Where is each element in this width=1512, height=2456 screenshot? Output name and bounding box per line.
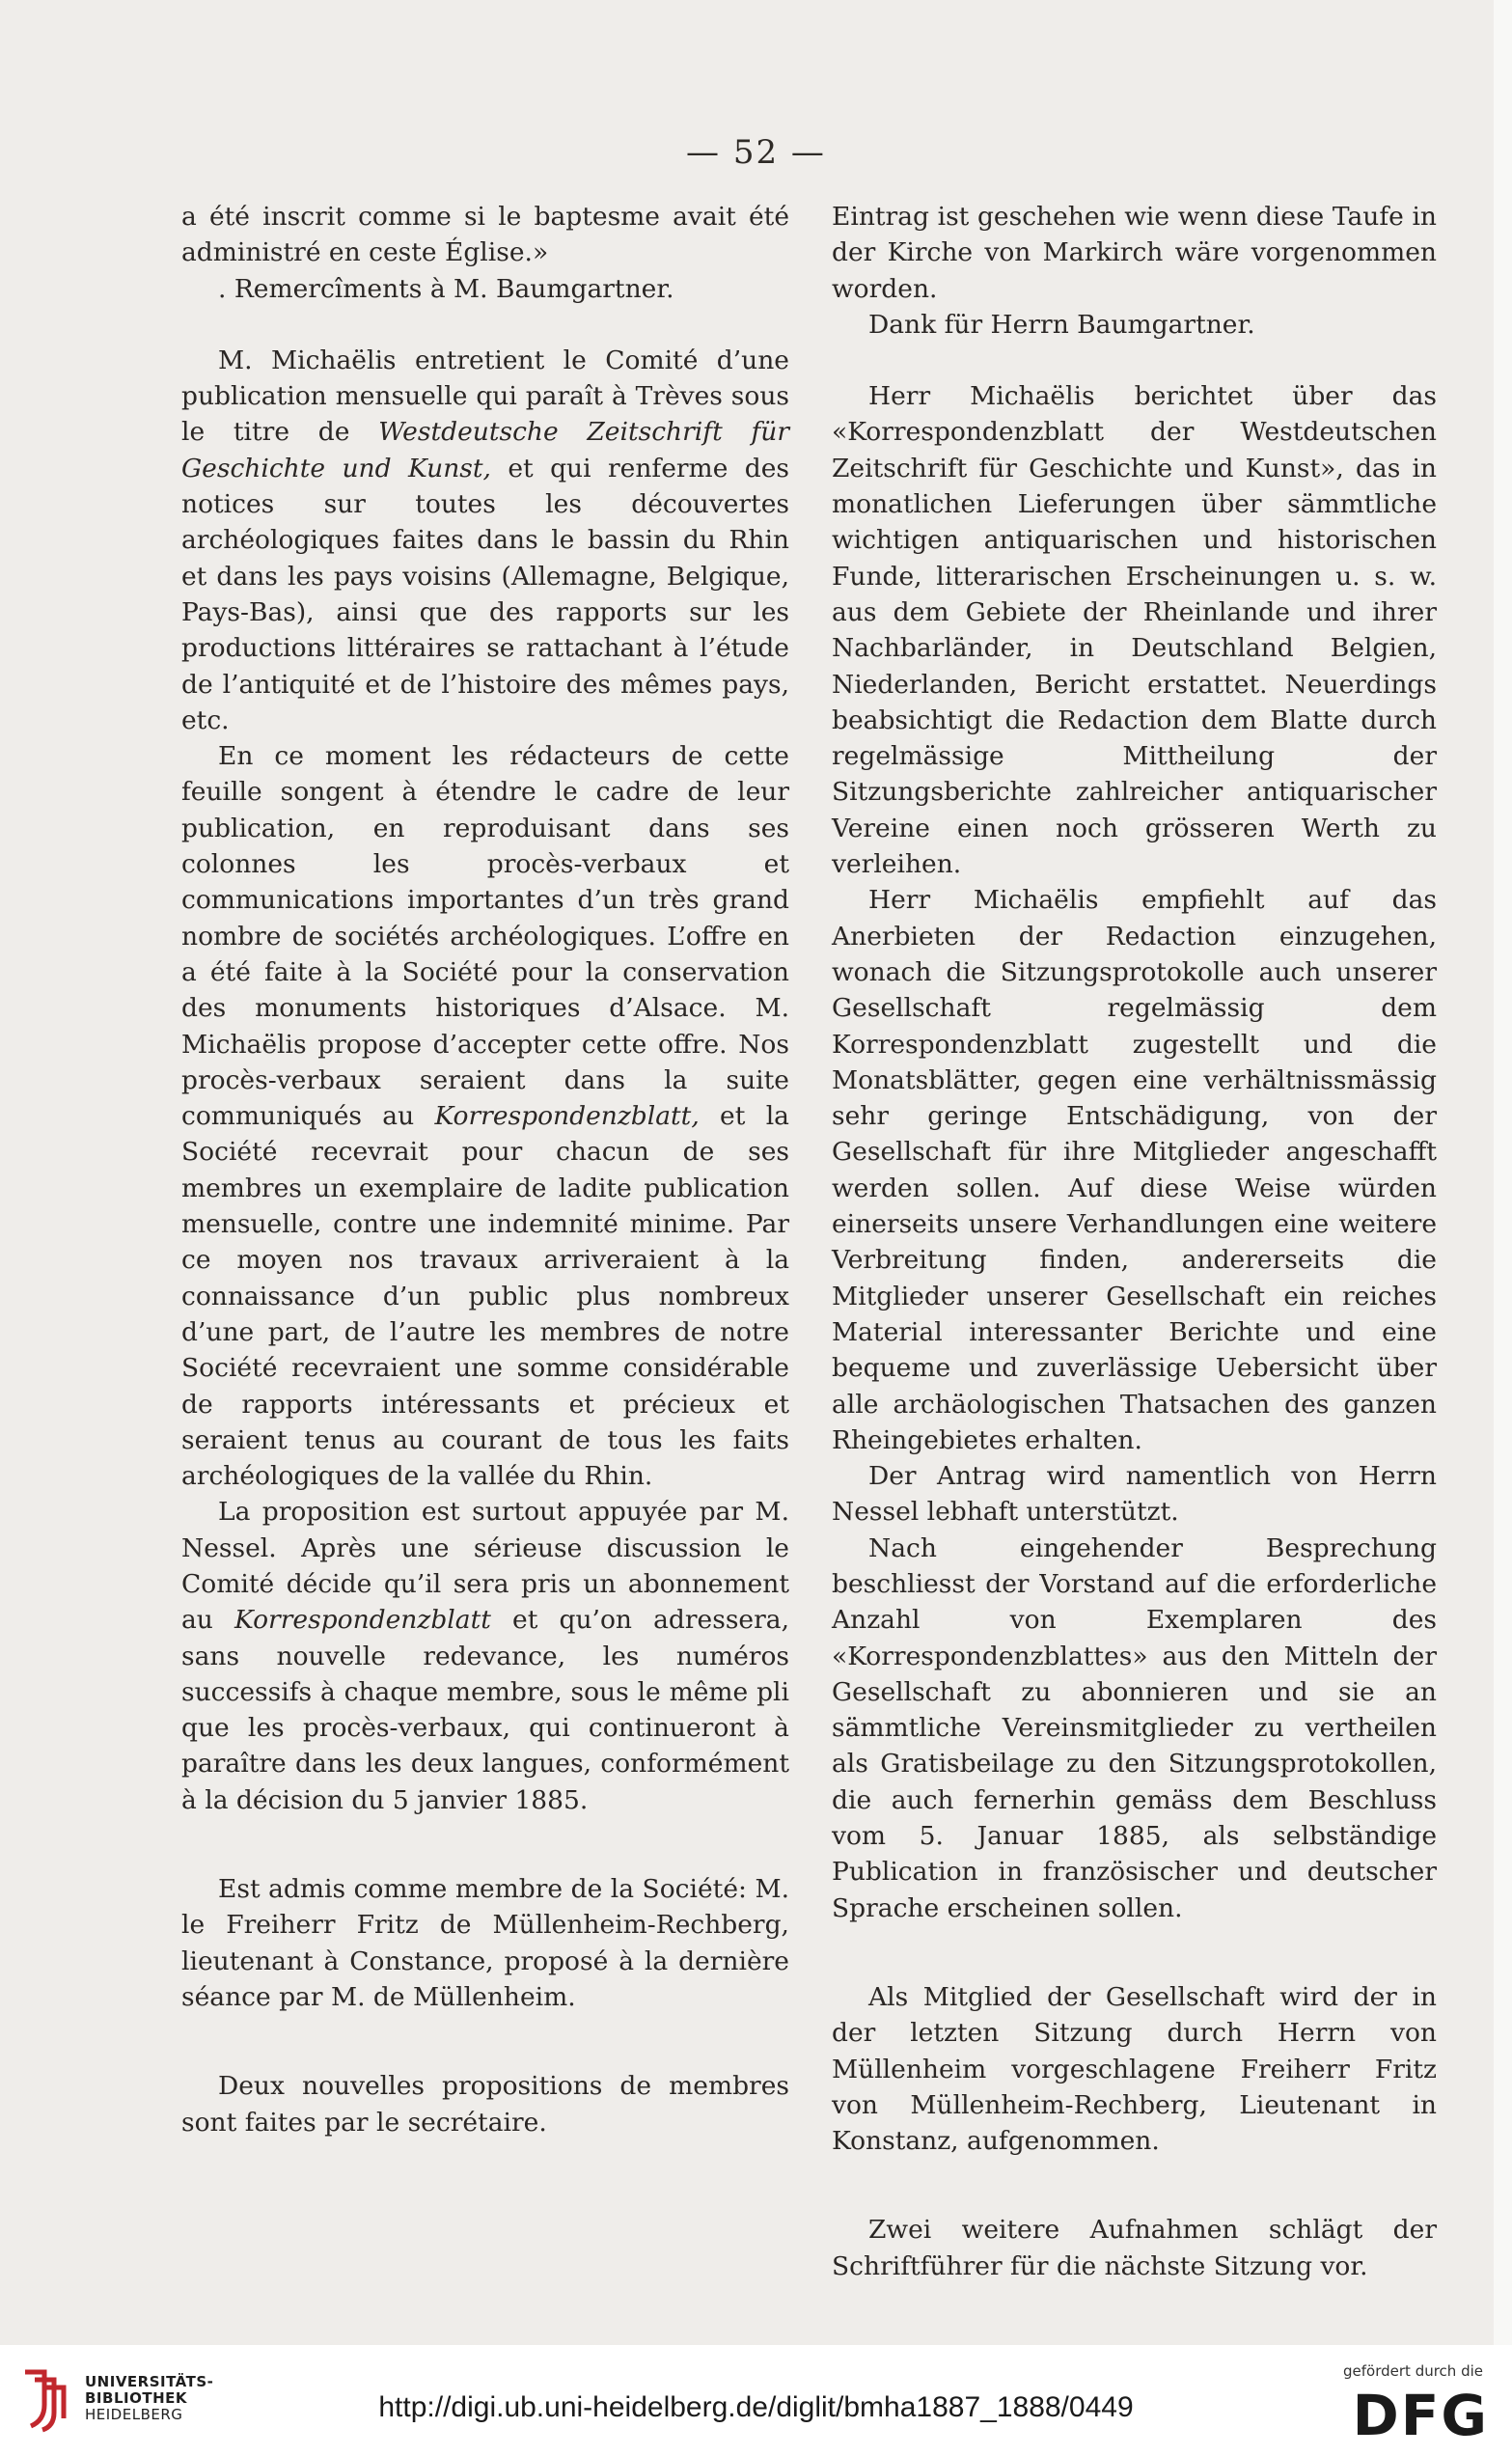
dfg-logo: DFG xyxy=(1352,2383,1489,2448)
german-column xyxy=(832,199,1437,2284)
french-column xyxy=(181,199,789,2140)
paragraph: Nach eingehender Besprechung beschliesst der Vorstand auf die erforderliche Anzahl von Exemplaren des «Korrespondenzblattes» aus den Mitteln der Gesellschaft zu abonnieren und sie an sämmtliche Vereinsmitglieder zu vertheilen als Gratisbeilage zu den Sitzungsprotokollen, die auch fernerhin gemäss dem Beschluss vom 5. Januar 1885, als selbständige Publication in französischer und deutscher Sprache erscheinen sollen. xyxy=(832,1532,1437,1923)
paragraph: a été inscrit comme si le baptesme avait été administré en ceste Église.» xyxy=(181,202,789,268)
permalink-url[interactable]: http://digi.ub.uni-heidelberg.de/diglit/bmha1887_1888/0449 xyxy=(378,2391,1134,2423)
paragraph: Eintrag ist geschehen wie wenn diese Taufe in der Kirche von Markirch wäre vorgenommen worden. xyxy=(832,202,1437,304)
viewer-footer xyxy=(0,2345,1512,2456)
paragraph: Der Antrag wird namentlich von Herrn Nessel lebhaft unterstützt. xyxy=(832,1461,1437,1528)
library-name: UNIVERSITÄTS- BIBLIOTHEK HEIDELBERG xyxy=(85,2373,214,2423)
paragraph: Herr Michaëlis empfiehlt auf das Anerbieten der Redaction einzugehen, wonach die Sitzungsprotokolle auch unserer Gesellschaft regelmässig dem Korrespondenzblatt zugestellt und die Monatsblätter, gegen eine verhältnissmässig sehr geringe Entschädigung, von der Gesellschaft für ihre Mitglieder angeschafft werden sollen. Auf diese Weise würden einerseits unsere Verhandlungen eine weitere Verbreitung finden, andererseits die Mitglieder unserer Gesellschaft ein reiches Material interessanter Berichte und eine bequeme und zuverlässige Uebersicht über alle archäologischen Thatsachen des ganzen Rheingebietes erhalten. xyxy=(832,885,1437,1455)
paragraph: Als Mitglied der Gesellschaft wird der in der letzten Sitzung durch Herrn von Müllenheim vorgeschlagene Freiherr Fritz von Müllenheim-Rechberg, Lieutenant in Konstanz, aufgenommen. xyxy=(832,1981,1437,2157)
paragraph: M. Michaëlis entretient le Comité d’une publication mensuelle qui paraît à Trèves sous le titre de Westdeutsche Zeitschrift für Geschichte und Kunst, et qui renferme des notices sur toutes les découvertes archéologiques faites dans le bassin du Rhin et dans les pays voisins (Allemagne, Belgique, Pays-Bas), ainsi que des rapports sur les productions littéraires se rattachant à l’étude de l’antiquité et de l’histoire des mêmes pays, etc. xyxy=(181,345,790,735)
paragraph: Herr Michaëlis berichtet über das «Korrespondenzblatt der Westdeutschen Zeitschrift für Geschichte und Kunst», das in monatlichen Lieferungen über sämmtliche wichtigen antiquarischen und historischen Funde, litterarischen Erscheinungen u. s. w. aus dem Gebiete der Rheinlande und ihrer Nachbarländer, in Deutschland Belgien, Niederlanden, Bericht erstattet. Neuerdings beabsichtigt die Redaction dem Blatte durch regelmässige Mittheilung der Sitzungsberichte zahlreicher antiquarischer Vereine einen noch grösseren Werth zu verleihen. xyxy=(832,381,1437,880)
paragraph: . Remercîments à M. Baumgartner. xyxy=(218,273,674,304)
page-number: — 52 — xyxy=(686,133,826,172)
funder-caption: gefördert durch die xyxy=(1343,2362,1483,2380)
paragraph: En ce moment les rédacteurs de cette feuille songent à étendre le cadre de leur publication, en reproduisant dans ses colonnes les procès-verbaux et communications importantes d’un très grand nombre de sociétés archéologiques. L’offre en a été faite à la Société pour la conservation des monuments historiques d’Alsace. M. Michaëlis propose d’accepter cette offre. Nos procès-verbaux seraient dans la suite communiqués au Korrespondenzblatt, et la Société recevrait pour chacun de ses membres un exemplaire de ladite publication mensuelle, contre une indemnité minime. Par ce moyen nos travaux arriveraient à la connaissance d’un public plus nombreux d’une part, de l’autre les membres de notre Société recevraient une somme considérable de rapports intéressants et précieux et seraient tenus au courant de tous les faits archéologiques de la vallée du Rhin. xyxy=(181,741,789,1492)
paragraph: Deux nouvelles propositions de membres sont faites par le secrétaire. xyxy=(181,2071,789,2138)
paragraph: Zwei weitere Aufnahmen schlägt der Schriftführer für die nächste Sitzung vor. xyxy=(832,2215,1437,2281)
paragraph: Est admis comme membre de la Société: M. le Freiherr Fritz de Müllenheim-Rechberg, lieutenant à Constance, proposé à la dernière séance par M. de Müllenheim. xyxy=(181,1874,789,2012)
paragraph: La proposition est surtout appuyée par M. Nessel. Après une sérieuse discussion le Comité décide qu’il sera pris un abonnement au Korrespondenzblatt et qu’on adressera, sans nouvelle redevance, les numéros successifs à chaque membre, sous le même pli que les procès-verbaux, qui continueront à paraître dans les deux langues, conformément à la décision du 5 janvier 1885. xyxy=(181,1497,789,1815)
paragraph: Dank für Herrn Baumgartner. xyxy=(868,309,1255,340)
page-edge xyxy=(1494,0,1512,2345)
